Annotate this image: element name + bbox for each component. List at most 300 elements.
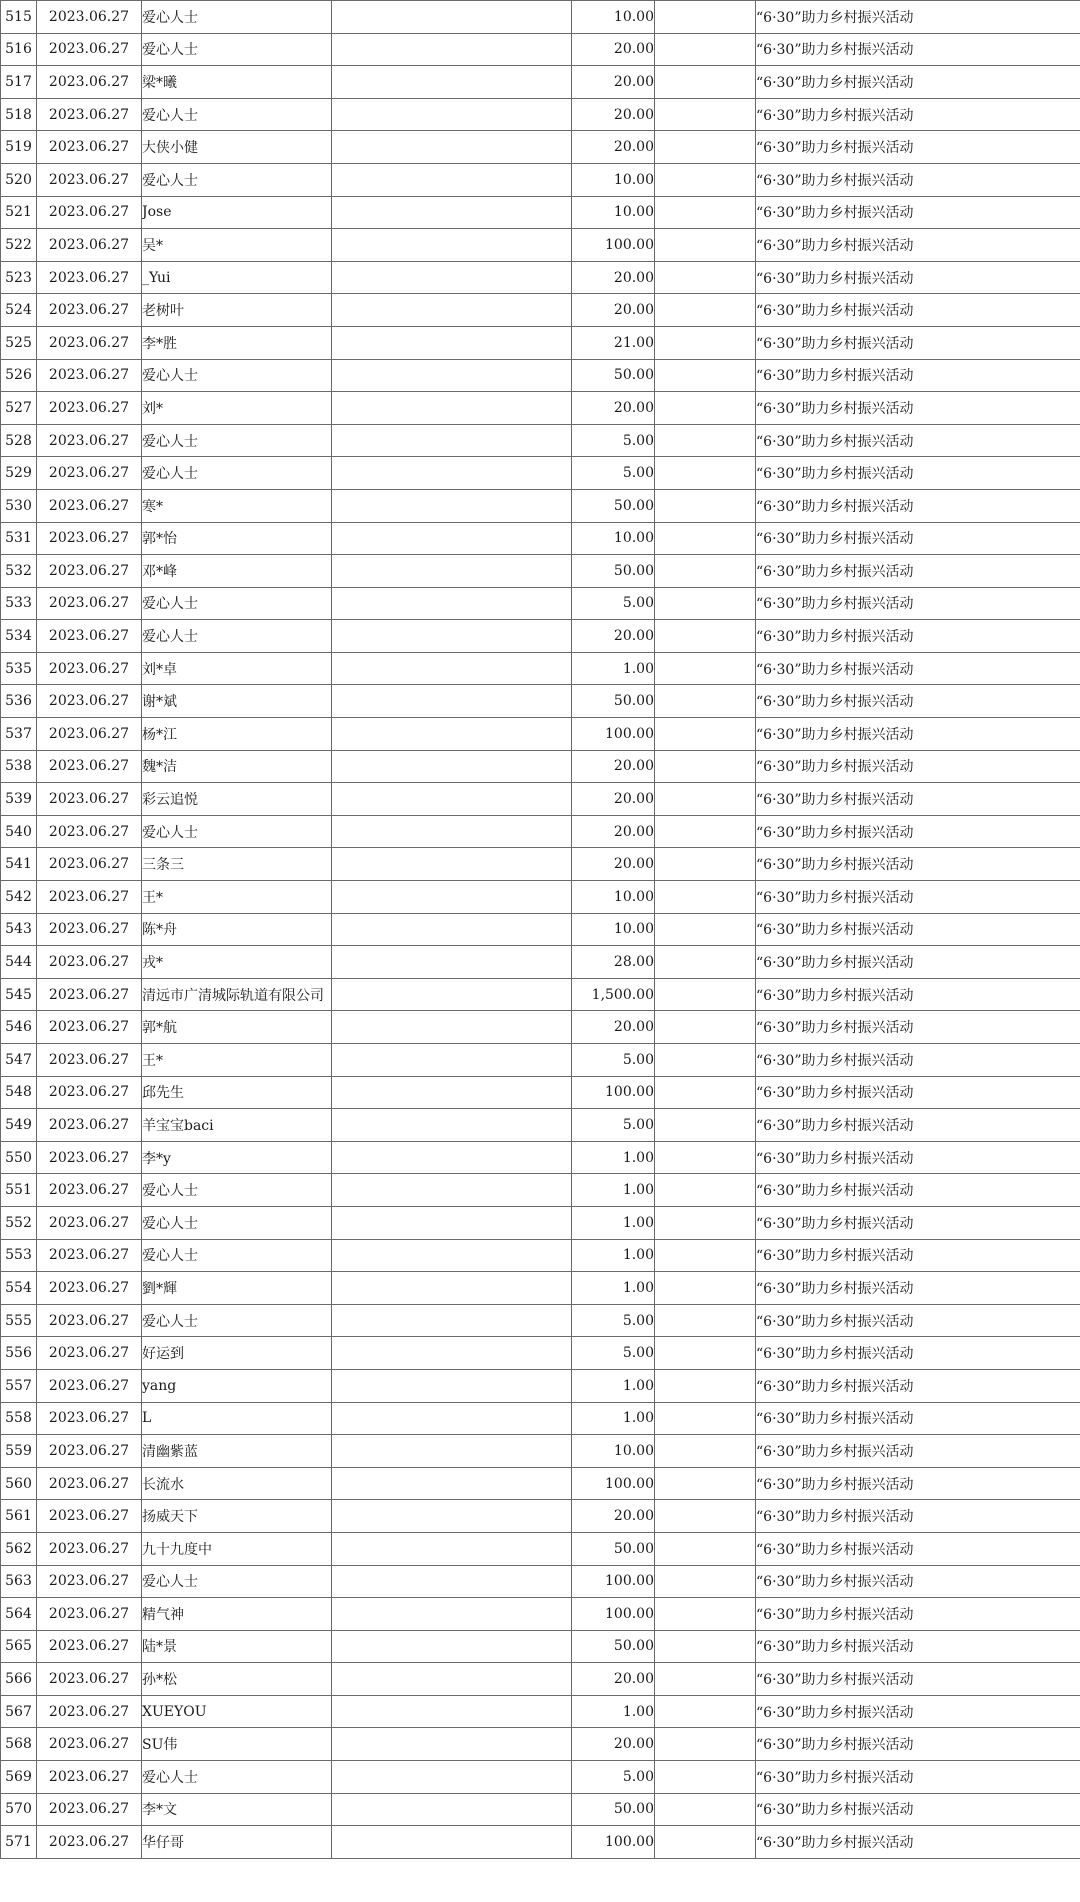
table-row (1, 1467, 1080, 1500)
table-row (1, 131, 1080, 164)
blank-cell (655, 1174, 756, 1207)
table-row (1, 489, 1080, 522)
table-row (1, 848, 1080, 881)
purpose-cell: “6·30”助力乡村振兴活动 (756, 196, 1080, 229)
blank-cell (332, 392, 572, 425)
table-row (1, 881, 1080, 914)
blank-cell (332, 1598, 572, 1631)
donor-name-cell: 九十九度中 (142, 1532, 332, 1565)
donation-date-cell: 2023.06.27 (37, 913, 142, 946)
donor-name-cell: 爱心人士 (142, 1761, 332, 1794)
table-row (1, 326, 1080, 359)
blank-cell (655, 620, 756, 653)
purpose-cell: “6·30”助力乡村振兴活动 (756, 750, 1080, 783)
blank-cell (655, 489, 756, 522)
row-index-cell: 530 (1, 489, 37, 522)
amount-cell: 1.00 (572, 1695, 655, 1728)
blank-cell (332, 685, 572, 718)
amount-cell: 5.00 (572, 1304, 655, 1337)
donor-name-cell: Jose (142, 196, 332, 229)
donation-date-cell: 2023.06.27 (37, 1402, 142, 1435)
donation-date-cell: 2023.06.27 (37, 196, 142, 229)
row-index-cell: 520 (1, 163, 37, 196)
blank-cell (655, 1435, 756, 1468)
amount-cell: 100.00 (572, 1565, 655, 1598)
row-index-cell: 545 (1, 978, 37, 1011)
purpose-cell: “6·30”助力乡村振兴活动 (756, 1369, 1080, 1402)
donor-name-cell: 爱心人士 (142, 587, 332, 620)
purpose-cell: “6·30”助力乡村振兴活动 (756, 1304, 1080, 1337)
donor-name-cell: 李*胜 (142, 326, 332, 359)
blank-cell (655, 1695, 756, 1728)
donation-date-cell: 2023.06.27 (37, 652, 142, 685)
row-index-cell: 526 (1, 359, 37, 392)
donation-date-cell: 2023.06.27 (37, 33, 142, 66)
blank-cell (655, 1369, 756, 1402)
row-index-cell: 521 (1, 196, 37, 229)
donation-date-cell: 2023.06.27 (37, 294, 142, 327)
amount-cell: 1.00 (572, 1141, 655, 1174)
blank-cell (655, 1467, 756, 1500)
row-index-cell: 531 (1, 522, 37, 555)
table-row (1, 685, 1080, 718)
purpose-cell: “6·30”助力乡村振兴活动 (756, 163, 1080, 196)
purpose-cell: “6·30”助力乡村振兴活动 (756, 1206, 1080, 1239)
donation-date-cell: 2023.06.27 (37, 978, 142, 1011)
row-index-cell: 537 (1, 718, 37, 751)
table-row (1, 229, 1080, 262)
amount-cell: 100.00 (572, 1826, 655, 1859)
donation-date-cell: 2023.06.27 (37, 946, 142, 979)
blank-cell (332, 66, 572, 99)
blank-cell (332, 815, 572, 848)
blank-cell (655, 1826, 756, 1859)
row-index-cell: 527 (1, 392, 37, 425)
row-index-cell: 529 (1, 457, 37, 490)
blank-cell (655, 946, 756, 979)
amount-cell: 10.00 (572, 1, 655, 34)
donor-name-cell: 杨*江 (142, 718, 332, 751)
blank-cell (655, 229, 756, 262)
donor-name-cell: 邓*峰 (142, 555, 332, 588)
donation-date-cell: 2023.06.27 (37, 718, 142, 751)
blank-cell (655, 685, 756, 718)
purpose-cell: “6·30”助力乡村振兴活动 (756, 1239, 1080, 1272)
table-row (1, 359, 1080, 392)
table-row (1, 1532, 1080, 1565)
blank-cell (332, 946, 572, 979)
purpose-cell: “6·30”助力乡村振兴活动 (756, 522, 1080, 555)
table-row (1, 33, 1080, 66)
donation-date-cell: 2023.06.27 (37, 1467, 142, 1500)
donor-name-cell: 郭*航 (142, 1011, 332, 1044)
row-index-cell: 519 (1, 131, 37, 164)
row-index-cell: 550 (1, 1141, 37, 1174)
table-row (1, 1272, 1080, 1305)
amount-cell: 20.00 (572, 750, 655, 783)
donor-name-cell: 刘*卓 (142, 652, 332, 685)
purpose-cell: “6·30”助力乡村振兴活动 (756, 1272, 1080, 1305)
table-row (1, 620, 1080, 653)
blank-cell (655, 652, 756, 685)
purpose-cell: “6·30”助力乡村振兴活动 (756, 261, 1080, 294)
amount-cell: 5.00 (572, 1044, 655, 1077)
purpose-cell: “6·30”助力乡村振兴活动 (756, 1141, 1080, 1174)
table-row (1, 163, 1080, 196)
row-index-cell: 532 (1, 555, 37, 588)
amount-cell: 50.00 (572, 1630, 655, 1663)
donation-date-cell: 2023.06.27 (37, 587, 142, 620)
table-row (1, 815, 1080, 848)
blank-cell (332, 718, 572, 751)
table-row (1, 1761, 1080, 1794)
donor-name-cell: 爱心人士 (142, 163, 332, 196)
donation-date-cell: 2023.06.27 (37, 359, 142, 392)
table-row (1, 1304, 1080, 1337)
purpose-cell: “6·30”助力乡村振兴活动 (756, 359, 1080, 392)
donor-name-cell: 华仔哥 (142, 1826, 332, 1859)
row-index-cell: 548 (1, 1076, 37, 1109)
blank-cell (655, 750, 756, 783)
blank-cell (332, 1728, 572, 1761)
row-index-cell: 553 (1, 1239, 37, 1272)
blank-cell (655, 1402, 756, 1435)
table-row (1, 1728, 1080, 1761)
donation-date-cell: 2023.06.27 (37, 1500, 142, 1533)
donation-date-cell: 2023.06.27 (37, 1695, 142, 1728)
amount-cell: 50.00 (572, 1793, 655, 1826)
amount-cell: 50.00 (572, 555, 655, 588)
amount-cell: 5.00 (572, 424, 655, 457)
amount-cell: 50.00 (572, 359, 655, 392)
amount-cell: 50.00 (572, 1532, 655, 1565)
amount-cell: 20.00 (572, 1011, 655, 1044)
blank-cell (655, 783, 756, 816)
blank-cell (332, 1761, 572, 1794)
table-row (1, 261, 1080, 294)
row-index-cell: 517 (1, 66, 37, 99)
row-index-cell: 556 (1, 1337, 37, 1370)
row-index-cell: 565 (1, 1630, 37, 1663)
donation-date-cell: 2023.06.27 (37, 1630, 142, 1663)
amount-cell: 20.00 (572, 620, 655, 653)
table-row (1, 1663, 1080, 1696)
blank-cell (332, 196, 572, 229)
table-row (1, 1076, 1080, 1109)
blank-cell (332, 978, 572, 1011)
donor-name-cell: 王* (142, 881, 332, 914)
blank-cell (332, 1206, 572, 1239)
table-row (1, 1695, 1080, 1728)
donor-name-cell: 郭*怡 (142, 522, 332, 555)
donor-name-cell: 彩云追悦 (142, 783, 332, 816)
donor-name-cell: 爱心人士 (142, 1, 332, 34)
blank-cell (332, 1435, 572, 1468)
donation-date-cell: 2023.06.27 (37, 1304, 142, 1337)
purpose-cell: “6·30”助力乡村振兴活动 (756, 1337, 1080, 1370)
table-row (1, 1044, 1080, 1077)
table-row (1, 1011, 1080, 1044)
row-index-cell: 551 (1, 1174, 37, 1207)
amount-cell: 20.00 (572, 98, 655, 131)
amount-cell: 21.00 (572, 326, 655, 359)
donor-name-cell: 清远市广清城际轨道有限公司 (142, 978, 332, 1011)
blank-cell (655, 1761, 756, 1794)
donation-date-cell: 2023.06.27 (37, 522, 142, 555)
donor-name-cell: 精气神 (142, 1598, 332, 1631)
blank-cell (332, 1793, 572, 1826)
donation-date-cell: 2023.06.27 (37, 1337, 142, 1370)
blank-cell (655, 163, 756, 196)
donation-date-cell: 2023.06.27 (37, 1, 142, 34)
purpose-cell: “6·30”助力乡村振兴活动 (756, 881, 1080, 914)
table-row (1, 783, 1080, 816)
blank-cell (655, 587, 756, 620)
donor-name-cell: 吴* (142, 229, 332, 262)
blank-cell (332, 1565, 572, 1598)
amount-cell: 1.00 (572, 1239, 655, 1272)
blank-cell (655, 424, 756, 457)
row-index-cell: 559 (1, 1435, 37, 1468)
donor-name-cell: 长流水 (142, 1467, 332, 1500)
blank-cell (332, 620, 572, 653)
donation-date-cell: 2023.06.27 (37, 424, 142, 457)
blank-cell (655, 1141, 756, 1174)
amount-cell: 5.00 (572, 1109, 655, 1142)
blank-cell (332, 1076, 572, 1109)
purpose-cell: “6·30”助力乡村振兴活动 (756, 1467, 1080, 1500)
row-index-cell: 536 (1, 685, 37, 718)
donation-date-cell: 2023.06.27 (37, 1239, 142, 1272)
purpose-cell: “6·30”助力乡村振兴活动 (756, 1402, 1080, 1435)
donation-date-cell: 2023.06.27 (37, 1076, 142, 1109)
donor-name-cell: 李*y (142, 1141, 332, 1174)
blank-cell (332, 33, 572, 66)
table-row (1, 750, 1080, 783)
purpose-cell: “6·30”助力乡村振兴活动 (756, 1630, 1080, 1663)
blank-cell (655, 1598, 756, 1631)
blank-cell (332, 1500, 572, 1533)
purpose-cell: “6·30”助力乡村振兴活动 (756, 1598, 1080, 1631)
purpose-cell: “6·30”助力乡村振兴活动 (756, 424, 1080, 457)
donor-name-cell: 孙*松 (142, 1663, 332, 1696)
blank-cell (332, 913, 572, 946)
purpose-cell: “6·30”助力乡村振兴活动 (756, 652, 1080, 685)
amount-cell: 100.00 (572, 229, 655, 262)
blank-cell (655, 131, 756, 164)
blank-cell (655, 1337, 756, 1370)
table-row (1, 978, 1080, 1011)
row-index-cell: 549 (1, 1109, 37, 1142)
blank-cell (332, 1109, 572, 1142)
donation-date-cell: 2023.06.27 (37, 392, 142, 425)
purpose-cell: “6·30”助力乡村振兴活动 (756, 1011, 1080, 1044)
amount-cell: 5.00 (572, 1337, 655, 1370)
table-row (1, 1598, 1080, 1631)
donation-date-cell: 2023.06.27 (37, 881, 142, 914)
amount-cell: 20.00 (572, 392, 655, 425)
amount-cell: 10.00 (572, 163, 655, 196)
table-row (1, 1239, 1080, 1272)
amount-cell: 20.00 (572, 848, 655, 881)
donor-name-cell: 寒* (142, 489, 332, 522)
blank-cell (332, 1467, 572, 1500)
ledger-body (1, 1, 1080, 1859)
donor-name-cell: SU伟 (142, 1728, 332, 1761)
amount-cell: 10.00 (572, 881, 655, 914)
table-row (1, 555, 1080, 588)
table-row (1, 522, 1080, 555)
donation-date-cell: 2023.06.27 (37, 620, 142, 653)
purpose-cell: “6·30”助力乡村振兴活动 (756, 848, 1080, 881)
purpose-cell: “6·30”助力乡村振兴活动 (756, 1109, 1080, 1142)
donation-date-cell: 2023.06.27 (37, 131, 142, 164)
row-index-cell: 568 (1, 1728, 37, 1761)
row-index-cell: 567 (1, 1695, 37, 1728)
blank-cell (332, 1337, 572, 1370)
table-row (1, 1500, 1080, 1533)
donor-name-cell: 老树叶 (142, 294, 332, 327)
purpose-cell: “6·30”助力乡村振兴活动 (756, 98, 1080, 131)
donor-name-cell: 谢*斌 (142, 685, 332, 718)
purpose-cell: “6·30”助力乡村振兴活动 (756, 457, 1080, 490)
row-index-cell: 558 (1, 1402, 37, 1435)
amount-cell: 100.00 (572, 1467, 655, 1500)
blank-cell (655, 1206, 756, 1239)
blank-cell (655, 261, 756, 294)
blank-cell (655, 1728, 756, 1761)
donation-date-cell: 2023.06.27 (37, 1044, 142, 1077)
donor-name-cell: 扬威天下 (142, 1500, 332, 1533)
purpose-cell: “6·30”助力乡村振兴活动 (756, 392, 1080, 425)
blank-cell (332, 359, 572, 392)
donation-date-cell: 2023.06.27 (37, 1011, 142, 1044)
amount-cell: 10.00 (572, 913, 655, 946)
row-index-cell: 534 (1, 620, 37, 653)
donation-date-cell: 2023.06.27 (37, 1435, 142, 1468)
blank-cell (655, 848, 756, 881)
donor-name-cell: 清幽紫蓝 (142, 1435, 332, 1468)
row-index-cell: 516 (1, 33, 37, 66)
donation-date-cell: 2023.06.27 (37, 1728, 142, 1761)
amount-cell: 20.00 (572, 1663, 655, 1696)
blank-cell (332, 1, 572, 34)
donor-name-cell: 爱心人士 (142, 1565, 332, 1598)
row-index-cell: 557 (1, 1369, 37, 1402)
amount-cell: 20.00 (572, 66, 655, 99)
amount-cell: 100.00 (572, 718, 655, 751)
amount-cell: 20.00 (572, 33, 655, 66)
blank-cell (655, 33, 756, 66)
blank-cell (655, 66, 756, 99)
row-index-cell: 518 (1, 98, 37, 131)
purpose-cell: “6·30”助力乡村振兴活动 (756, 66, 1080, 99)
blank-cell (655, 1565, 756, 1598)
purpose-cell: “6·30”助力乡村振兴活动 (756, 587, 1080, 620)
row-index-cell: 552 (1, 1206, 37, 1239)
amount-cell: 50.00 (572, 685, 655, 718)
blank-cell (332, 131, 572, 164)
blank-cell (655, 1630, 756, 1663)
purpose-cell: “6·30”助力乡村振兴活动 (756, 1, 1080, 34)
donation-date-cell: 2023.06.27 (37, 1272, 142, 1305)
blank-cell (655, 1239, 756, 1272)
blank-cell (332, 1695, 572, 1728)
blank-cell (655, 1532, 756, 1565)
blank-cell (655, 1272, 756, 1305)
blank-cell (655, 522, 756, 555)
donation-date-cell: 2023.06.27 (37, 163, 142, 196)
table-row (1, 1630, 1080, 1663)
amount-cell: 100.00 (572, 1598, 655, 1631)
blank-cell (655, 1, 756, 34)
donation-date-cell: 2023.06.27 (37, 326, 142, 359)
purpose-cell: “6·30”助力乡村振兴活动 (756, 978, 1080, 1011)
amount-cell: 28.00 (572, 946, 655, 979)
amount-cell: 1,500.00 (572, 978, 655, 1011)
donor-name-cell: 戎* (142, 946, 332, 979)
blank-cell (655, 392, 756, 425)
table-row (1, 946, 1080, 979)
row-index-cell: 538 (1, 750, 37, 783)
blank-cell (655, 718, 756, 751)
row-index-cell: 554 (1, 1272, 37, 1305)
purpose-cell: “6·30”助力乡村振兴活动 (756, 1076, 1080, 1109)
blank-cell (655, 196, 756, 229)
amount-cell: 100.00 (572, 1076, 655, 1109)
amount-cell: 10.00 (572, 522, 655, 555)
donor-name-cell: 王* (142, 1044, 332, 1077)
blank-cell (655, 1304, 756, 1337)
donation-date-cell: 2023.06.27 (37, 1174, 142, 1207)
donor-name-cell: 魏*洁 (142, 750, 332, 783)
row-index-cell: 560 (1, 1467, 37, 1500)
blank-cell (332, 652, 572, 685)
donor-name-cell: 爱心人士 (142, 33, 332, 66)
amount-cell: 20.00 (572, 815, 655, 848)
amount-cell: 20.00 (572, 1728, 655, 1761)
row-index-cell: 566 (1, 1663, 37, 1696)
donation-date-cell: 2023.06.27 (37, 1532, 142, 1565)
purpose-cell: “6·30”助力乡村振兴活动 (756, 913, 1080, 946)
row-index-cell: 570 (1, 1793, 37, 1826)
purpose-cell: “6·30”助力乡村振兴活动 (756, 815, 1080, 848)
purpose-cell: “6·30”助力乡村振兴活动 (756, 1793, 1080, 1826)
blank-cell (332, 1532, 572, 1565)
donation-date-cell: 2023.06.27 (37, 1109, 142, 1142)
purpose-cell: “6·30”助力乡村振兴活动 (756, 783, 1080, 816)
blank-cell (332, 881, 572, 914)
table-row (1, 1, 1080, 34)
table-row (1, 66, 1080, 99)
donor-name-cell: 爱心人士 (142, 620, 332, 653)
donation-date-cell: 2023.06.27 (37, 1598, 142, 1631)
row-index-cell: 523 (1, 261, 37, 294)
purpose-cell: “6·30”助力乡村振兴活动 (756, 1044, 1080, 1077)
blank-cell (332, 555, 572, 588)
donor-name-cell: yang (142, 1369, 332, 1402)
purpose-cell: “6·30”助力乡村振兴活动 (756, 1174, 1080, 1207)
donation-date-cell: 2023.06.27 (37, 457, 142, 490)
blank-cell (655, 978, 756, 1011)
table-row (1, 392, 1080, 425)
purpose-cell: “6·30”助力乡村振兴活动 (756, 1532, 1080, 1565)
purpose-cell: “6·30”助力乡村振兴活动 (756, 1435, 1080, 1468)
table-row (1, 652, 1080, 685)
donation-date-cell: 2023.06.27 (37, 229, 142, 262)
blank-cell (655, 881, 756, 914)
donation-date-cell: 2023.06.27 (37, 848, 142, 881)
